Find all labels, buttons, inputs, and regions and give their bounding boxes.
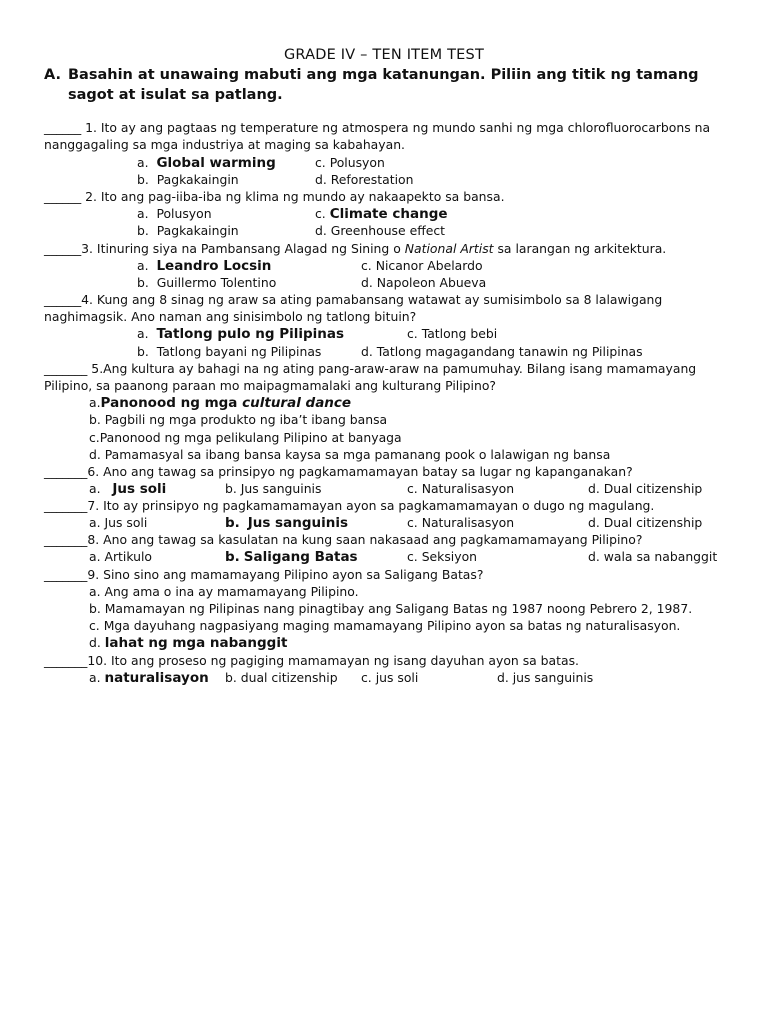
q1-choice-b-letter: b.: [137, 172, 149, 187]
q1-choice-d: d. Reforestation: [315, 172, 414, 187]
q4-stem-line1: ______4. Kung ang 8 sinag ng araw sa ating pamabansang watawat ay sumisimbolo sa 8 lalawigang: [44, 292, 663, 307]
q4-choice-a-letter: a.: [137, 326, 149, 341]
q4-choice-a: [137, 326, 344, 342]
page-title: GRADE IV – TEN ITEM TEST: [283, 47, 484, 63]
q2-choice-d: d. Greenhouse effect: [315, 223, 446, 238]
q6-choice-a-letter: a.: [89, 481, 101, 496]
q10-choice-c: c. jus soli: [361, 670, 419, 685]
q9-stem-line1: _______9. Sino sino ang mamamayang Pilipino ayon sa Saligang Batas?: [44, 567, 484, 582]
q4-choice-c: c. Tatlong bebi: [407, 326, 498, 341]
q8-choice-d: d. wala sa nabanggit: [588, 549, 718, 564]
q4-choice-b-letter: b.: [137, 344, 149, 359]
q10-choice-b: b. dual citizenship: [225, 670, 338, 685]
q3-stem-em: National Artist: [404, 241, 494, 256]
q1-choice-a-text: Global warming: [156, 155, 276, 171]
q10-choice-d: d. jus sanguinis: [497, 670, 594, 685]
q8-choice-b-letter: b.: [225, 549, 240, 565]
q6-choice-a: [89, 481, 166, 497]
q2-stem-line1: ______ 2. Ito ang pag-iiba-iba ng klima ng mundo ay nakaapekto sa bansa.: [44, 189, 505, 204]
q6-choice-a-text: Jus soli: [112, 481, 167, 497]
q3-stem-pre: ______3. Itinuring siya na Pambansang Alagad ng Sining o: [44, 241, 405, 256]
q2-choice-b-text: Pagkakaingin: [156, 223, 239, 238]
q3-choice-d: d. Napoleon Abueva: [361, 275, 487, 290]
q2-choice-c: [315, 206, 448, 222]
q3-stem-line1: [44, 241, 666, 257]
q6-choice-d: d. Dual citizenship: [588, 481, 703, 496]
q7-choice-b: [225, 515, 348, 531]
q6-stem-line1: _______6. Ano ang tawag sa prinsipyo ng pagkamamamayan batay sa lugar ng kapanganakan?: [44, 464, 633, 479]
q7-choice-b-letter: b.: [225, 515, 240, 531]
q7-choice-c: c. Naturalisasyon: [407, 515, 515, 530]
q1-choice-c: c. Polusyon: [315, 155, 385, 170]
q1-choice-a-letter: a.: [137, 155, 149, 170]
q8-choice-c: c. Seksiyon: [407, 549, 478, 564]
q4-choice-d: d. Tatlong magagandang tanawin ng Pilipinas: [361, 344, 643, 359]
q3-choice-a-text: Leandro Locsin: [156, 258, 272, 274]
q1-stem-line2: nanggagaling sa mga industriya at maging sa kabahayan.: [44, 137, 405, 152]
q2-choice-a-text: Polusyon: [156, 206, 212, 221]
q1-choice-b-text: Pagkakaingin: [156, 172, 239, 187]
q1-choice-a: [137, 155, 276, 171]
q8-stem-line1: _______8. Ano ang tawag sa kasulatan na kung saan nakasaad ang pagkamamamayang Pilipino?: [44, 532, 643, 547]
q5-choice-d: d. Pamamasyal sa ibang bansa kaysa sa mga pamanang pook o lalawigan ng bansa: [89, 447, 611, 462]
q9-choice-d: [89, 635, 287, 651]
q6-choice-b: b. Jus sanguinis: [225, 481, 322, 496]
q9-choice-b: b. Mamamayan ng Pilipinas nang pinagtibay ang Saligang Batas ng 1987 noong Pebrero 2, 1987.: [89, 601, 693, 616]
q4-stem-line2: naghimagsik. Ano naman ang sinisimbolo ng tatlong bituin?: [44, 309, 417, 324]
q10-choice-a-letter: a.: [89, 670, 101, 685]
q1-choice-b: [137, 172, 239, 188]
q5-choice-b: b. Pagbili ng mga produkto ng iba’t ibang bansa: [89, 412, 388, 427]
q4-choice-b-text: Tatlong bayani ng Pilipinas: [156, 344, 322, 359]
q2-choice-c-text: Climate change: [329, 206, 448, 222]
q2-choice-a: [137, 206, 212, 222]
q5-choice-a: [89, 395, 351, 411]
q1-stem-line1: ______ 1. Ito ay ang pagtaas ng temperature ng atmospera ng mundo sanhi ng mga chlorofluorocarbons na: [44, 120, 711, 135]
q8-choice-a: a. Artikulo: [89, 549, 153, 564]
q7-choice-b-text: Jus sanguinis: [247, 515, 348, 531]
q4-choice-b: [137, 344, 321, 360]
q2-choice-a-letter: a.: [137, 206, 149, 221]
q3-stem-post: sa larangan ng arkitektura.: [493, 241, 667, 256]
instructions-text: Basahin at unawaing mabuti ang mga katanungan. Piliin ang titik ng tamang sagot at isulat sa patlang.: [68, 67, 699, 103]
q6-choice-c: c. Naturalisasyon: [407, 481, 515, 496]
q5-choice-a-text: Panonood ng mga: [100, 395, 243, 411]
q8-choice-b: [225, 549, 358, 565]
q10-choice-a: [89, 670, 209, 686]
q3-choice-a: [137, 258, 271, 274]
instructions-label: A.: [44, 67, 61, 83]
instructions: [44, 65, 734, 105]
q5-stem-line1: _______ 5.Ang kultura ay bahagi na ng ating pang-araw-araw na pamumuhay. Bilang isang mamamayang: [44, 361, 697, 376]
q3-choice-b: [137, 275, 276, 291]
q7-choice-d: d. Dual citizenship: [588, 515, 703, 530]
q7-stem-line1: _______7. Ito ay prinsipyo ng pagkamamamayan ayon sa pagkamamamayan o dugo ng magulang.: [44, 498, 655, 513]
q2-choice-b-letter: b.: [137, 223, 149, 238]
q8-choice-b-text: Saligang Batas: [243, 549, 358, 565]
q5-choice-c: c.Panonood ng mga pelikulang Pilipino at banyaga: [89, 430, 402, 445]
q7-choice-a: a. Jus soli: [89, 515, 148, 530]
q3-choice-c: c. Nicanor Abelardo: [361, 258, 483, 273]
q3-choice-b-letter: b.: [137, 275, 149, 290]
q10-stem-line1: _______10. Ito ang proseso ng pagiging mamamayan ng isang dayuhan ayon sa batas.: [44, 653, 579, 668]
q10-choice-a-text: naturalisayon: [104, 670, 209, 686]
q3-choice-b-text: Guillermo Tolentino: [156, 275, 277, 290]
q5-choice-a-em: cultural dance: [242, 395, 352, 411]
q9-choice-a: a. Ang ama o ina ay mamamayang Pilipino.: [89, 584, 359, 599]
q5-choice-a-letter: a.: [89, 395, 101, 410]
q9-choice-c: c. Mga dayuhang nagpasiyang maging mamamayang Pilipino ayon sa batas ng naturalisasyon.: [89, 618, 681, 633]
q2-choice-b: [137, 223, 239, 239]
q9-choice-d-text: lahat ng mga nabanggit: [104, 635, 288, 651]
q3-choice-a-letter: a.: [137, 258, 149, 273]
q4-choice-a-text: Tatlong pulo ng Pilipinas: [156, 326, 345, 342]
q9-choice-d-letter: d.: [89, 635, 101, 650]
q2-choice-c-letter: c.: [315, 206, 326, 221]
q5-stem-line2: Pilipino, sa paanong paraan mo maipagmamalaki ang kulturang Pilipino?: [44, 378, 496, 393]
